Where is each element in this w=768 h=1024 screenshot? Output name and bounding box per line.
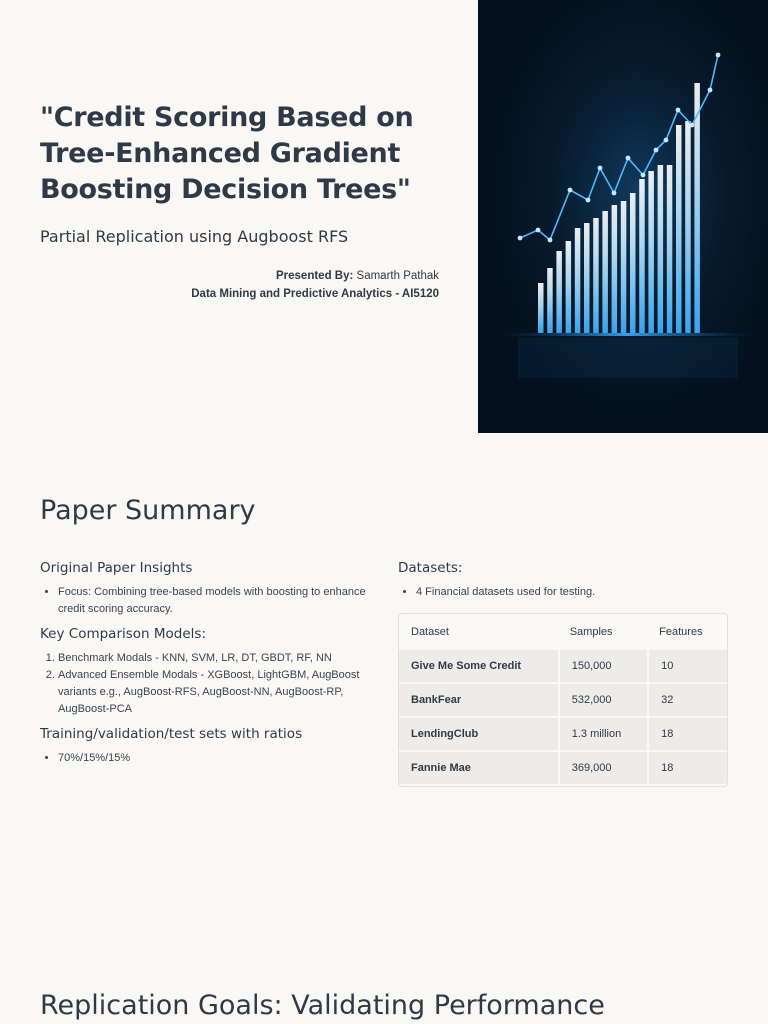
table-row [399, 752, 727, 784]
illustration-bar [566, 241, 572, 333]
illustration-bar [667, 165, 673, 333]
features-cell: 18 [647, 718, 727, 750]
column-header: Samples [569, 626, 613, 638]
illustration-bar [658, 165, 664, 333]
illustration-bar [630, 193, 636, 333]
table-row [399, 718, 727, 750]
samples-cell: 150,000 [558, 650, 647, 682]
column-header: Dataset [411, 626, 449, 638]
dataset-name-cell: Fannie Mae [399, 752, 558, 784]
illustration-bar [593, 218, 599, 333]
samples-cell: 532,000 [558, 684, 647, 716]
features-cell: 10 [647, 650, 727, 682]
illustration-bar [676, 125, 682, 333]
datasets-table [398, 613, 728, 787]
dataset-name-cell: LendingClub [399, 718, 558, 750]
illustration-point [690, 123, 695, 128]
growth-chart-illustration [478, 0, 768, 433]
illustration-point [626, 156, 631, 161]
list-item: • 70%/15%/15% [58, 750, 380, 767]
presenter-info [191, 267, 439, 303]
datasets-heading: Datasets: [398, 560, 463, 576]
illustration-bar [685, 121, 691, 333]
illustration-bar [556, 251, 562, 333]
illustration-bar [621, 201, 627, 333]
illustration-point [536, 228, 541, 233]
illustration-point [654, 148, 659, 153]
column-header: Features [659, 626, 703, 638]
presentation-subtitle: Partial Replication using Augboost RFS [40, 227, 349, 246]
illustration-point [708, 88, 713, 93]
list-item: 2. Advanced Ensemble Modals - XGBoost, LightGBM, AugBoost variants e.g., AugBoost-RFS, AugBoost-NN, AugBoost-RP, AugBoost-PCA [58, 667, 380, 718]
presentation-title: "Credit Scoring Based on Tree-Enhanced Gradient Boosting Decision Trees" [40, 102, 414, 205]
illustration-bar [584, 223, 590, 333]
list-item: 1. Benchmark Modals - KNN, SVM, LR, DT, GBDT, RF, NN [58, 650, 380, 667]
illustration-point [568, 188, 573, 193]
samples-cell: 1.3 million [558, 718, 647, 750]
table-row [399, 650, 727, 682]
paper-insights-column [40, 560, 380, 775]
illustration-bar [575, 228, 581, 333]
dataset-name-cell: Give Me Some Credit [399, 650, 558, 682]
features-cell: 32 [647, 684, 727, 716]
illustration-bar [648, 171, 654, 333]
illustration-point [586, 198, 591, 203]
illustration-bar [612, 205, 618, 333]
illustration-point [676, 108, 681, 113]
presented-by-label: Presented By: [275, 270, 354, 282]
illustration-point [641, 173, 646, 178]
features-cell: 18 [647, 752, 727, 784]
insights-heading: Original Paper Insights [40, 560, 193, 576]
sets-heading: Training/validation/test sets with ratios [40, 726, 303, 742]
models-heading: Key Comparison Models: [40, 626, 207, 642]
dataset-name-cell: BankFear [399, 684, 558, 716]
models-list [40, 650, 380, 718]
illustration-bar [547, 268, 553, 333]
samples-cell: 369,000 [558, 752, 647, 784]
list-item: • 4 Financial datasets used for testing. [416, 584, 728, 601]
illustration-bar [639, 179, 645, 333]
list-item: • Focus: Combining tree-based models with boosting to enhance credit scoring accuracy. [58, 584, 380, 618]
datasets-note-list [398, 584, 728, 601]
illustration-svg [478, 0, 768, 433]
illustration-bar [694, 83, 700, 333]
illustration-point [548, 238, 553, 243]
section-title-paper-summary: Paper Summary [40, 495, 256, 526]
illustration-point [716, 53, 721, 58]
illustration-point [664, 138, 669, 143]
sets-list [40, 750, 380, 767]
insights-list [40, 584, 380, 618]
illustration-bar [538, 283, 544, 333]
section-title-replication-goals: Replication Goals: Validating Performance [40, 990, 605, 1021]
illustration-point [518, 236, 523, 241]
illustration-bar [602, 211, 608, 333]
course-name: Data Mining and Predictive Analytics - AI5120 [191, 288, 439, 300]
table-row [399, 684, 727, 716]
illustration-point [598, 166, 603, 171]
table-header-row [399, 616, 727, 648]
illustration-point [612, 191, 617, 196]
presenter-name: Samarth Pathak [356, 270, 439, 282]
datasets-column [398, 560, 728, 787]
